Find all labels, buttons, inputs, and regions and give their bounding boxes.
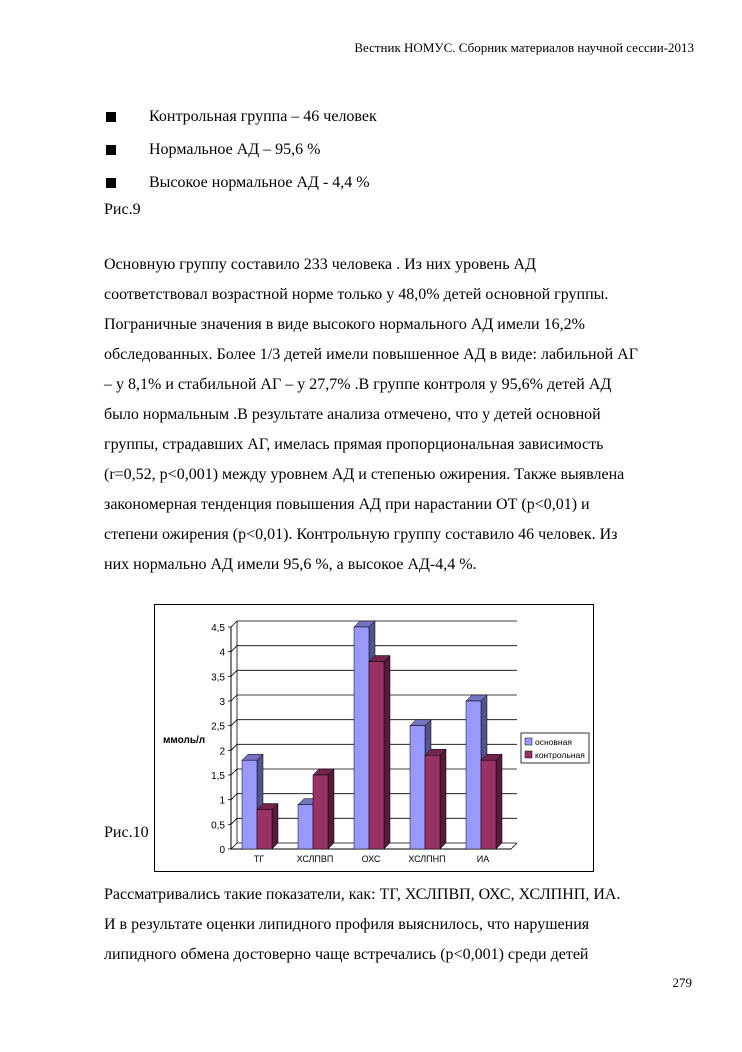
figure-9-caption: Рис.9 <box>104 201 141 218</box>
bullet-item <box>104 166 377 199</box>
gridline-wall <box>231 818 237 824</box>
bar-side <box>328 769 334 849</box>
paragraph-line: них нормально АД имели 95,6 %, а высокое АД-4,4 %. <box>104 556 477 573</box>
paragraph-line: липидного обмена достоверно чаще встречались (p<0,001) среди детей <box>104 946 589 963</box>
journal-header: Вестник НОМУС. Сборник материалов научной сессии-2013 <box>354 40 694 55</box>
square-bullet-icon <box>106 178 116 188</box>
body-paragraph-2 <box>104 880 704 970</box>
bullet-item <box>104 133 377 166</box>
bar <box>257 810 272 849</box>
x-tick-label: ОХС <box>361 854 381 864</box>
bar <box>481 760 496 849</box>
bar-side <box>440 749 446 849</box>
paragraph-line: (r=0,52, p<0,001) между уровнем АД и степенью ожирения. Также выявлена <box>104 466 625 483</box>
paragraph-line: обследованных. Более 1/3 детей имели повышенное АД в виде: лабильной АГ <box>104 346 638 363</box>
bar-side <box>272 804 278 849</box>
gridline-wall <box>231 695 237 701</box>
paragraph-line: И в результате оценки липидного профиля выяснилось, что нарушения <box>104 916 590 933</box>
floor-edge <box>511 843 517 849</box>
paragraph-line: – у 8,1% и стабильной АГ – у 27,7% .В группе контроля у 95,6% детей АД <box>104 376 612 393</box>
x-tick-label: ХСЛПНП <box>408 854 446 864</box>
paragraph-line: было нормальным .В результате анализа отмечено, что у детей основной <box>104 406 601 423</box>
paragraph-line: закономерная тенденция повышения АД при нарастании ОТ (p<0,01) и <box>104 496 590 513</box>
x-tick-label: ТГ <box>253 854 265 864</box>
paragraph-line: Основную группу составило 233 человека . Из них уровень АД <box>104 256 536 273</box>
y-tick-label: 1 <box>219 795 225 807</box>
chart-svg <box>155 605 593 871</box>
gridline-wall <box>231 744 237 750</box>
lipid-bar-chart <box>154 604 594 872</box>
y-tick-label: 2,5 <box>211 721 225 733</box>
bar <box>466 701 481 849</box>
y-tick-label: 4 <box>219 647 225 659</box>
gridline-wall <box>231 843 237 849</box>
gridline-wall <box>231 794 237 800</box>
square-bullet-icon <box>106 145 116 155</box>
paragraph-line: степени ожирения (p<0,01). Контрольную группу составило 46 человек. Из <box>104 526 618 543</box>
legend-swatch <box>525 738 532 745</box>
y-tick-label: 0 <box>219 845 225 856</box>
figure-10-caption: Рис.10 <box>104 824 149 841</box>
paragraph-line: Рассматривались такие показатели, как: ТГ, ХСЛПВП, ОХС, ХСЛПНП, ИА. <box>104 886 621 903</box>
legend-label: основная <box>535 737 572 747</box>
paragraph-line: группы, страдавших АГ, имелась прямая пропорциональная зависимость <box>104 436 604 453</box>
x-tick-label: ХСЛПВП <box>296 854 334 864</box>
bullet-text: Высокое нормальное АД - 4,4 % <box>149 173 370 191</box>
y-tick-label: 0,5 <box>211 820 225 832</box>
y-axis-label: ммоль/л <box>163 735 206 746</box>
body-paragraph <box>104 250 704 580</box>
bar <box>313 775 328 849</box>
gridline-wall <box>231 720 237 726</box>
bar <box>354 627 369 849</box>
gridline-wall <box>231 670 237 676</box>
y-tick-label: 3 <box>219 697 225 708</box>
bullet-item <box>104 100 377 133</box>
gridline-wall <box>231 769 237 775</box>
y-tick-label: 1,5 <box>211 771 225 782</box>
y-tick-label: 3,5 <box>211 672 225 684</box>
y-tick-label: 2 <box>219 746 225 758</box>
bullet-list <box>104 100 377 199</box>
bullet-text: Нормальное АД – 95,6 % <box>149 140 321 158</box>
bar <box>298 805 313 849</box>
square-bullet-icon <box>106 112 116 122</box>
bar-side <box>384 656 390 849</box>
page-number: 279 <box>672 975 692 990</box>
bar-side <box>496 754 502 849</box>
paragraph-line: Пограничные значения в виде высокого нормального АД имели 16,2% <box>104 316 585 333</box>
x-tick-label: ИА <box>476 854 490 864</box>
paragraph-line: соответствовал возрастной норме только у 48,0% детей основной группы. <box>104 286 609 303</box>
bar <box>242 760 257 849</box>
legend-label: контрольная <box>535 750 585 760</box>
bar <box>410 726 425 849</box>
bar <box>425 755 440 849</box>
bar <box>369 662 384 849</box>
gridline-wall <box>231 621 237 627</box>
bullet-text: Контрольная группа – 46 человек <box>149 107 377 125</box>
legend-swatch <box>525 751 532 758</box>
y-tick-label: 4,5 <box>211 623 225 634</box>
gridline-wall <box>231 646 237 652</box>
